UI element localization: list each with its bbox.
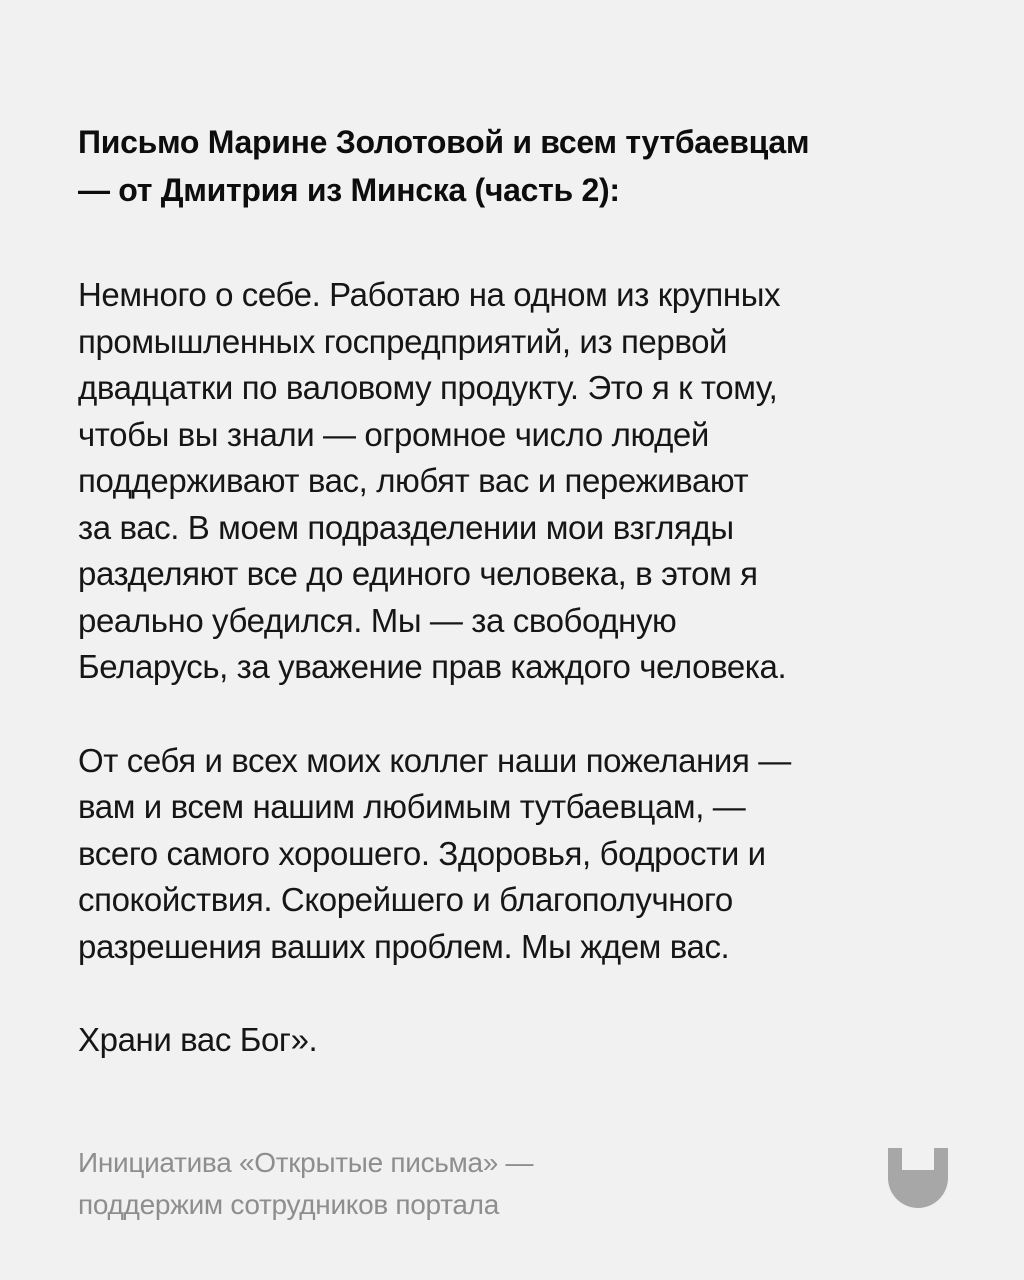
paragraph-line: поддерживают вас, любят вас и переживают — [78, 462, 749, 499]
letter-card — [78, 118, 958, 1064]
down-arrow-shield-logo-icon — [888, 1148, 948, 1208]
footer-line: Инициатива «Открытые письма» — — [78, 1147, 534, 1178]
paragraph-line: реально убедился. Мы — за свободную — [78, 601, 677, 639]
letter-paragraph — [78, 738, 958, 971]
paragraph-line: спокойствия. Скорейшего и благополучного — [78, 881, 733, 918]
paragraph-line: разделяют все до единого человека, в этом я — [78, 555, 758, 592]
letter-title — [78, 118, 958, 214]
paragraph-line: Беларусь, за уважение прав каждого человека. — [78, 648, 787, 685]
paragraph-line: разрешения ваших проблем. Мы ждем вас. — [78, 927, 730, 965]
paragraph-line: От себя и всех моих коллег наши пожелания — — [78, 741, 791, 779]
letter-paragraph — [78, 272, 958, 691]
paragraph-line: всего самого хорошего. Здоровья, бодрости и — [78, 834, 766, 872]
paragraph-line: за вас. В моем подразделении мои взгляды — [78, 508, 734, 546]
footer-line: поддержим сотрудников портала — [78, 1189, 499, 1220]
paragraph-line: чтобы вы знали — огромное число людей — [78, 415, 709, 453]
paragraph-line: Немного о себе. Работаю на одном из крупных — [78, 276, 781, 313]
title-line: Письмо Марине Золотовой и всем тутбаевцам — [78, 124, 810, 160]
letter-closing — [78, 1017, 958, 1064]
paragraph-line: двадцатки по валовому продукту. Это я к тому, — [78, 369, 778, 406]
footer-caption — [78, 1142, 533, 1226]
paragraph-line: Храни вас Бог». — [78, 1021, 318, 1058]
title-line: — от Дмитрия из Минска (часть 2): — [78, 172, 620, 208]
paragraph-line: промышленных госпредприятий, из первой — [78, 322, 728, 360]
paragraph-line: вам и всем нашим любимым тутбаевцам, — — [78, 788, 746, 825]
